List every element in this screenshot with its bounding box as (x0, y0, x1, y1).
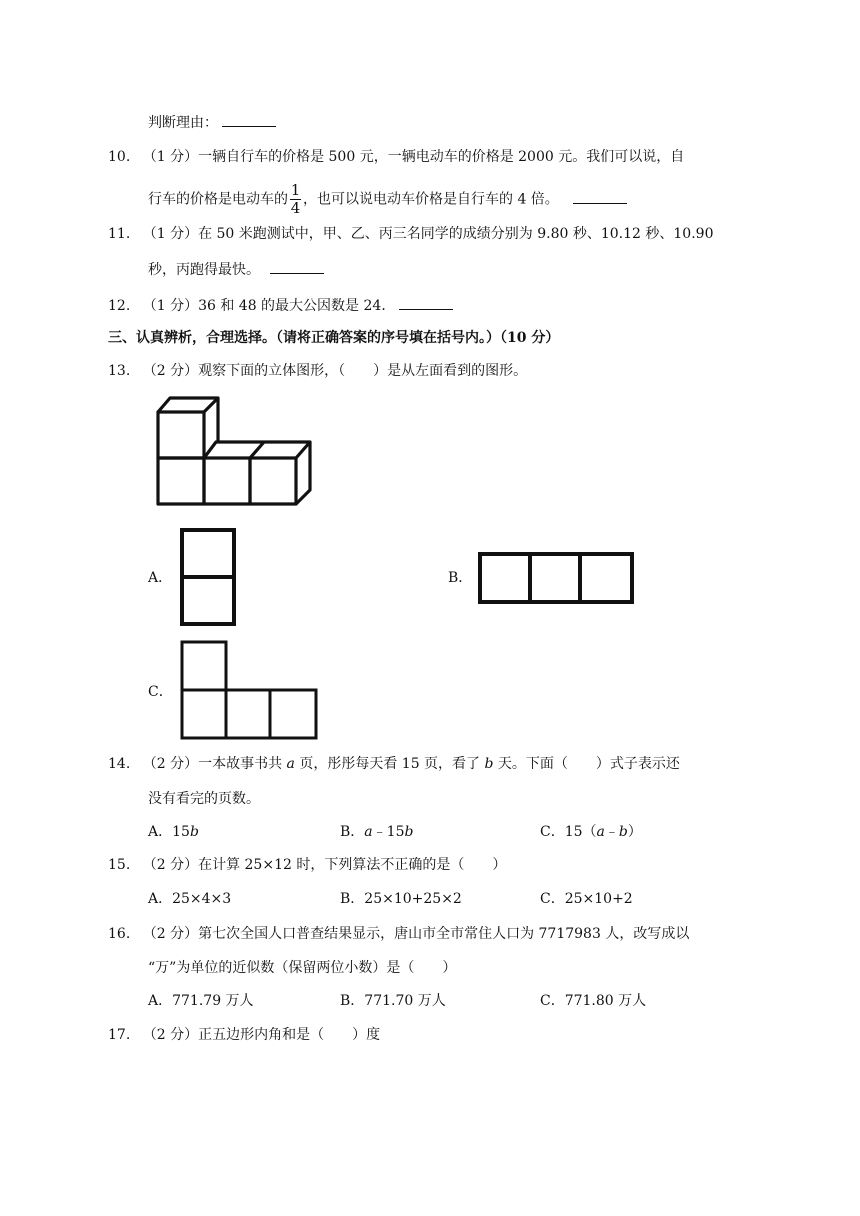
q10-answer-blank[interactable] (573, 189, 627, 204)
q14-option-c-text: C．15（ (540, 824, 597, 840)
q14-line1 (108, 754, 680, 774)
fraction-one-quarter (290, 183, 301, 216)
q10-line1 (108, 147, 684, 167)
q14-option-c-var2: b (618, 824, 628, 840)
q17-text-1: （2 分）正五边形内角和是（ ）度 (142, 1027, 381, 1043)
q17-line1 (108, 1025, 380, 1045)
q15-option-c[interactable]: C．25×10+2 (540, 891, 633, 907)
q11-text-1: （1 分）在 50 米跑测试中，甲、乙、丙三名同学的成绩分别为 9.80 秒、10.12 秒、10.90 (142, 226, 714, 242)
q13-option-a-figure[interactable] (180, 528, 236, 626)
q13-option-c-figure[interactable] (180, 640, 320, 740)
q13-option-b-label: B． (448, 570, 473, 586)
q14-option-b-var1: a (364, 824, 373, 840)
q10-text-2b: ，也可以说电动车价格是自行车的 4 倍。 (303, 191, 559, 208)
fraction-numerator: 1 (290, 181, 301, 199)
q16-option-b[interactable]: B．771.70 万人 (340, 993, 446, 1009)
q11-number: 11. (108, 226, 131, 242)
q14-option-a-var: b (189, 824, 199, 840)
q12-line1 (108, 295, 453, 316)
q17-number: 17. (108, 1027, 131, 1043)
q10-line2 (148, 183, 627, 216)
q14-option-c-mid: ﹣ (604, 824, 619, 840)
q15-option-a[interactable]: A．25×4×3 (148, 891, 232, 907)
q15-option-b[interactable]: B．25×10+25×2 (340, 891, 462, 907)
q9-answer-blank[interactable] (222, 112, 276, 127)
q13-option-c-label: C． (148, 684, 173, 700)
q13-option-b-figure[interactable] (478, 552, 634, 604)
q14-option-c[interactable] (540, 822, 642, 842)
q10-text-1: （1 分）一辆自行车的价格是 500 元，一辆电动车的价格是 2000 元。我们可以说，自 (142, 149, 685, 165)
q14-var-b: b (484, 756, 494, 772)
fraction-denominator: 4 (290, 199, 301, 217)
q12-answer-blank[interactable] (399, 295, 453, 310)
q15-number: 15. (108, 857, 131, 873)
q13-option-a-label: A． (148, 570, 173, 586)
q13-line1 (108, 361, 527, 381)
q16-option-a[interactable]: A．771.79 万人 (148, 993, 254, 1009)
q11-line1 (108, 224, 713, 244)
q11-line2 (148, 259, 324, 280)
q12-text-1: （1 分）36 和 48 的最大公因数是 24． (142, 298, 396, 314)
q14-text-1c: 天。下面（ ）式子表示还 (493, 756, 680, 772)
q11-answer-blank[interactable] (270, 259, 324, 274)
q14-text-2: 没有看完的页数。 (148, 791, 260, 807)
q14-option-a[interactable] (148, 822, 199, 842)
q16-text-1: （2 分）第七次全国人口普查结果显示，唐山市全市常住人口为 7717983 人，改写成以 (142, 926, 690, 942)
q14-option-b[interactable] (340, 822, 413, 842)
q14-option-a-text: A．15 (148, 824, 190, 840)
q14-text-1b: 页，彤彤每天看 15 页，看了 (294, 756, 485, 772)
q15-line1 (108, 855, 506, 875)
q14-option-c-var1: a (596, 824, 605, 840)
q16-line1 (108, 924, 689, 944)
q14-var-a: a (286, 756, 295, 772)
q14-option-b-mid: ﹣15 (372, 824, 405, 840)
q13-text-1: （2 分）观察下面的立体图形，（ ）是从左面看到的图形。 (142, 363, 528, 379)
q15-text-1: （2 分）在计算 25×12 时，下列算法不正确的是（ ） (142, 857, 507, 873)
solid-figure (148, 390, 323, 516)
q14-number: 14. (108, 756, 131, 772)
q14-option-c-end: ） (627, 824, 642, 840)
q9-reason (148, 112, 276, 133)
q10-text-2a: 行车的价格是电动车的 (148, 191, 288, 208)
q14-option-b-var2: b (404, 824, 414, 840)
q9-reason-label: 判断理由： (148, 115, 218, 131)
section-3-title: 三、认真辨析，合理选择。（请将正确答案的序号填在括号内。）（10 分） (108, 330, 560, 346)
q14-text-1a: （2 分）一本故事书共 (142, 756, 287, 772)
q16-number: 16. (108, 926, 131, 942)
q10-number: 10. (108, 149, 131, 165)
q16-text-2: “万”为单位的近似数（保留两位小数）是（ ） (148, 960, 457, 976)
q11-text-2: 秒，丙跑得最快。 (148, 262, 260, 278)
q13-number: 13. (108, 363, 131, 379)
q16-option-c[interactable]: C．771.80 万人 (540, 993, 647, 1009)
q14-option-b-text: B． (340, 824, 365, 840)
q12-number: 12. (108, 298, 131, 314)
